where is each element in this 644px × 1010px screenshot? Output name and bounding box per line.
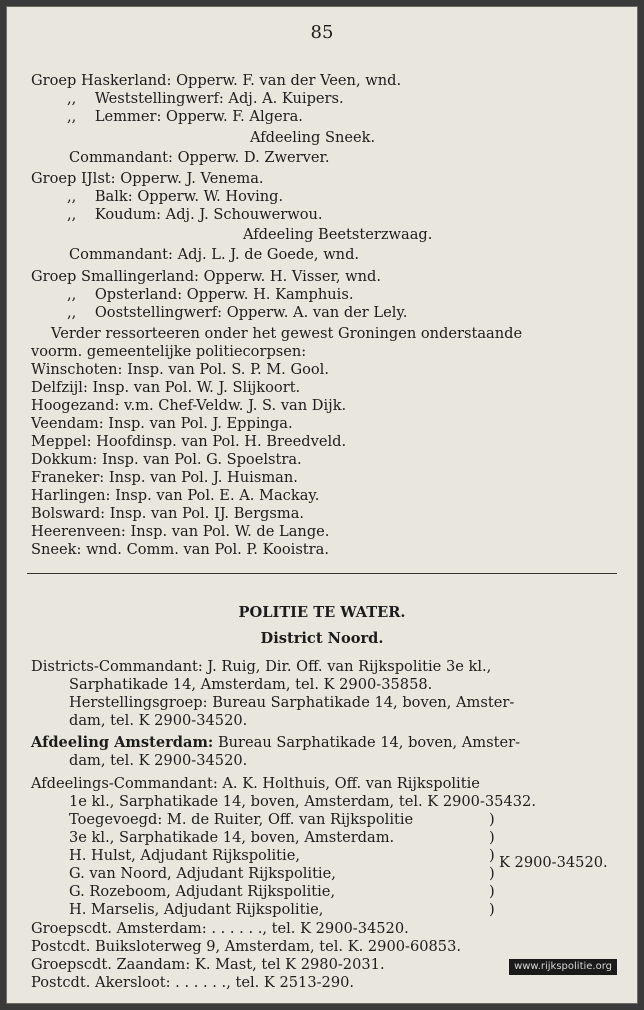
afdeeling-amsterdam-line	[31, 734, 520, 751]
text-line: Winschoten: Insp. van Pol. S. P. M. Gool.	[31, 361, 329, 378]
afdeeling-label: Afdeeling Amsterdam:	[31, 734, 214, 751]
text-line: H. Marselis, Adjudant Rijkspolitie,	[69, 901, 324, 918]
text-line: Commandant: Opperw. D. Zwerver.	[69, 149, 330, 166]
text-line: Franeker: Insp. van Pol. J. Huisman.	[31, 469, 298, 486]
brace-paren: )	[489, 811, 495, 828]
text-line: H. Hulst, Adjudant Rijkspolitie,	[69, 847, 300, 864]
text-line: Sneek: wnd. Comm. van Pol. P. Kooistra.	[31, 541, 329, 558]
brace-paren: )	[489, 883, 495, 900]
text-line: ,, Balk: Opperw. W. Hoving.	[67, 188, 284, 205]
text-line: Toegevoegd: M. de Ruiter, Off. van Rijkspolitie	[69, 811, 414, 828]
text-line: ,, Weststellingwerf: Adj. A. Kuipers.	[67, 90, 344, 107]
brace-paren: )	[489, 847, 495, 864]
text-line: G. Rozeboom, Adjudant Rijkspolitie,	[69, 883, 336, 900]
text-line: Groep Smallingerland: Opperw. H. Visser, wnd.	[31, 268, 381, 285]
text-line: Afdeelings-Commandant: A. K. Holthuis, Off. van Rijkspolitie	[31, 775, 480, 792]
text-line: voorm. gemeentelijke politiecorpsen:	[31, 343, 307, 360]
text-line: Verder ressorteeren onder het gewest Groningen onderstaande	[51, 325, 523, 342]
text-line: ,, Koudum: Adj. J. Schouwerwou.	[67, 206, 323, 223]
brace-paren: )	[489, 865, 495, 882]
text-line: 1e kl., Sarphatikade 14, boven, Amsterdam, tel. K 2900-35432.	[69, 793, 536, 810]
text-line: Districts-Commandant: J. Ruig, Dir. Off. van Rijkspolitie 3e kl.,	[31, 658, 492, 675]
afdeeling-text: Bureau Sarphatikade 14, boven, Amster-	[217, 734, 521, 751]
text-line: Dokkum: Insp. van Pol. G. Spoelstra.	[31, 451, 302, 468]
text-line: Groepscdt. Zaandam: K. Mast, tel K 2980-2031.	[31, 956, 385, 973]
text-line: 3e kl., Sarphatikade 14, boven, Amsterdam.	[69, 829, 395, 846]
subsection-heading: Afdeeling Beetsterzwaag.	[243, 226, 433, 243]
watermark: www.rijkspolitie.org	[509, 959, 617, 975]
page-number: 85	[310, 22, 334, 43]
text-line: Postcdt. Akersloot: . . . . . ., tel. K 2513-290.	[31, 974, 355, 991]
document-page	[6, 6, 638, 1004]
text-line: ,, Opsterland: Opperw. H. Kamphuis.	[67, 286, 354, 303]
text-line: Bolsward: Insp. van Pol. IJ. Bergsma.	[31, 505, 305, 522]
text-line: Meppel: Hoofdinsp. van Pol. H. Breedveld.	[31, 433, 347, 450]
grouped-telephone: K 2900-34520.	[499, 854, 608, 871]
text-line: dam, tel. K 2900-34520.	[69, 712, 248, 729]
subsection-heading: Afdeeling Sneek.	[250, 129, 376, 146]
text-line: G. van Noord, Adjudant Rijkspolitie,	[69, 865, 336, 882]
text-line: Groep Haskerland: Opperw. F. van der Veen, wnd.	[31, 72, 402, 89]
text-line: Harlingen: Insp. van Pol. E. A. Mackay.	[31, 487, 320, 504]
text-line: Commandant: Adj. L. J. de Goede, wnd.	[69, 246, 360, 263]
text-line: Veendam: Insp. van Pol. J. Eppinga.	[31, 415, 293, 432]
text-line: Groep IJlst: Opperw. J. Venema.	[31, 170, 264, 187]
text-line: Hoogezand: v.m. Chef-Veldw. J. S. van Dijk.	[31, 397, 347, 414]
text-line: Groepscdt. Amsterdam: . . . . . ., tel. K 2900-34520.	[31, 920, 409, 937]
text-line: Heerenveen: Insp. van Pol. W. de Lange.	[31, 523, 330, 540]
section-title: POLITIE TE WATER.	[238, 604, 406, 621]
brace-paren: )	[489, 901, 495, 918]
text-line: Herstellingsgroep: Bureau Sarphatikade 14, boven, Amster-	[69, 694, 515, 711]
brace-paren: )	[489, 829, 495, 846]
text-line: Sarphatikade 14, Amsterdam, tel. K 2900-35858.	[69, 676, 433, 693]
text-line: Delfzijl: Insp. van Pol. W. J. Slijkoort.	[31, 379, 301, 396]
district-title: District Noord.	[260, 630, 384, 647]
text-line: ,, Ooststellingwerf: Opperw. A. van der Lely.	[67, 304, 408, 321]
section-divider	[27, 573, 617, 574]
text-line: ,, Lemmer: Opperw. F. Algera.	[67, 108, 303, 125]
text-line: dam, tel. K 2900-34520.	[69, 752, 248, 769]
text-line: Postcdt. Buiksloterweg 9, Amsterdam, tel. K. 2900-60853.	[31, 938, 462, 955]
